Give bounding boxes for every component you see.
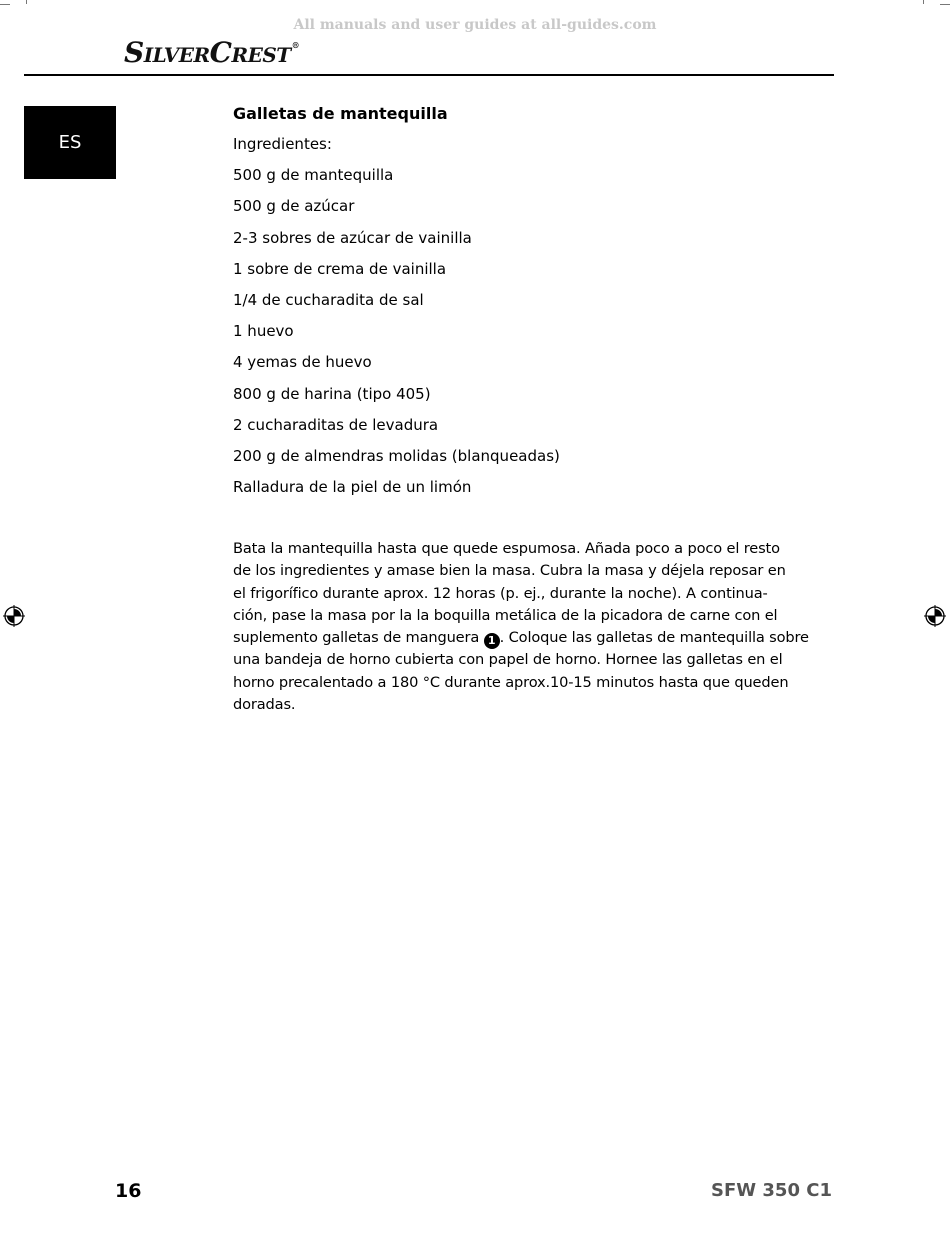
recipe-title: Galletas de mantequilla — [233, 104, 448, 123]
page-number: 16 — [115, 1180, 142, 1202]
ingredient-item: Ralladura de la piel de un limón — [233, 478, 472, 497]
ingredient-item: 500 g de azúcar — [233, 197, 355, 216]
instructions-line: una bandeja de horno cubierta con papel de horno. Hornee las galletas en el — [233, 651, 783, 669]
brand-logo: SILVERCREST® — [124, 36, 300, 69]
part-number-badge: 1 — [484, 633, 500, 649]
header-rule — [24, 74, 834, 76]
instructions-line: . Coloque las galletas de mantequilla sobre — [499, 629, 809, 647]
instructions-line: de los ingredientes y amase bien la masa. Cubra la masa y déjela reposar en — [233, 562, 786, 580]
language-tab: ES — [24, 106, 116, 179]
instructions-line: suplemento galletas de manguera — [233, 629, 484, 647]
watermark: All manuals and user guides at all-guides.com — [293, 17, 657, 33]
ingredient-item: 2-3 sobres de azúcar de vainilla — [233, 228, 472, 247]
instructions-line: el frigorífico durante aprox. 12 horas (p. ej., durante la noche). A continua- — [233, 584, 768, 602]
instructions-paragraph — [233, 538, 813, 716]
ingredients-list — [233, 165, 813, 497]
crop-mark — [940, 4, 950, 5]
registration-mark-icon — [924, 605, 946, 627]
model-number: SFW 350 C1 — [711, 1180, 832, 1201]
ingredient-item: 500 g de mantequilla — [233, 166, 394, 185]
registration-mark-icon — [3, 605, 25, 627]
ingredient-item: 4 yemas de huevo — [233, 353, 372, 372]
instructions-line: Bata la mantequilla hasta que quede espumosa. Añada poco a poco el resto — [233, 540, 780, 557]
recipe-content — [233, 103, 813, 497]
instructions-line: ción, pase la masa por la la boquilla metálica de la picadora de carne con el — [233, 606, 778, 624]
ingredients-heading: Ingredientes: — [233, 135, 332, 153]
ingredient-item: 1/4 de cucharadita de sal — [233, 290, 424, 309]
ingredient-item: 1 huevo — [233, 322, 294, 341]
instructions-line: horno precalentado a 180 °C durante aprox.10-15 minutos hasta que queden — [233, 673, 789, 691]
crop-mark — [26, 0, 27, 4]
instructions-line: doradas. — [233, 696, 296, 714]
ingredient-item: 1 sobre de crema de vainilla — [233, 259, 447, 278]
ingredient-item: 800 g de harina (tipo 405) — [233, 384, 431, 403]
crop-mark — [0, 4, 10, 5]
crop-mark — [923, 0, 924, 4]
ingredient-item: 200 g de almendras molidas (blanqueadas) — [233, 446, 560, 465]
ingredient-item: 2 cucharaditas de levadura — [233, 415, 439, 434]
